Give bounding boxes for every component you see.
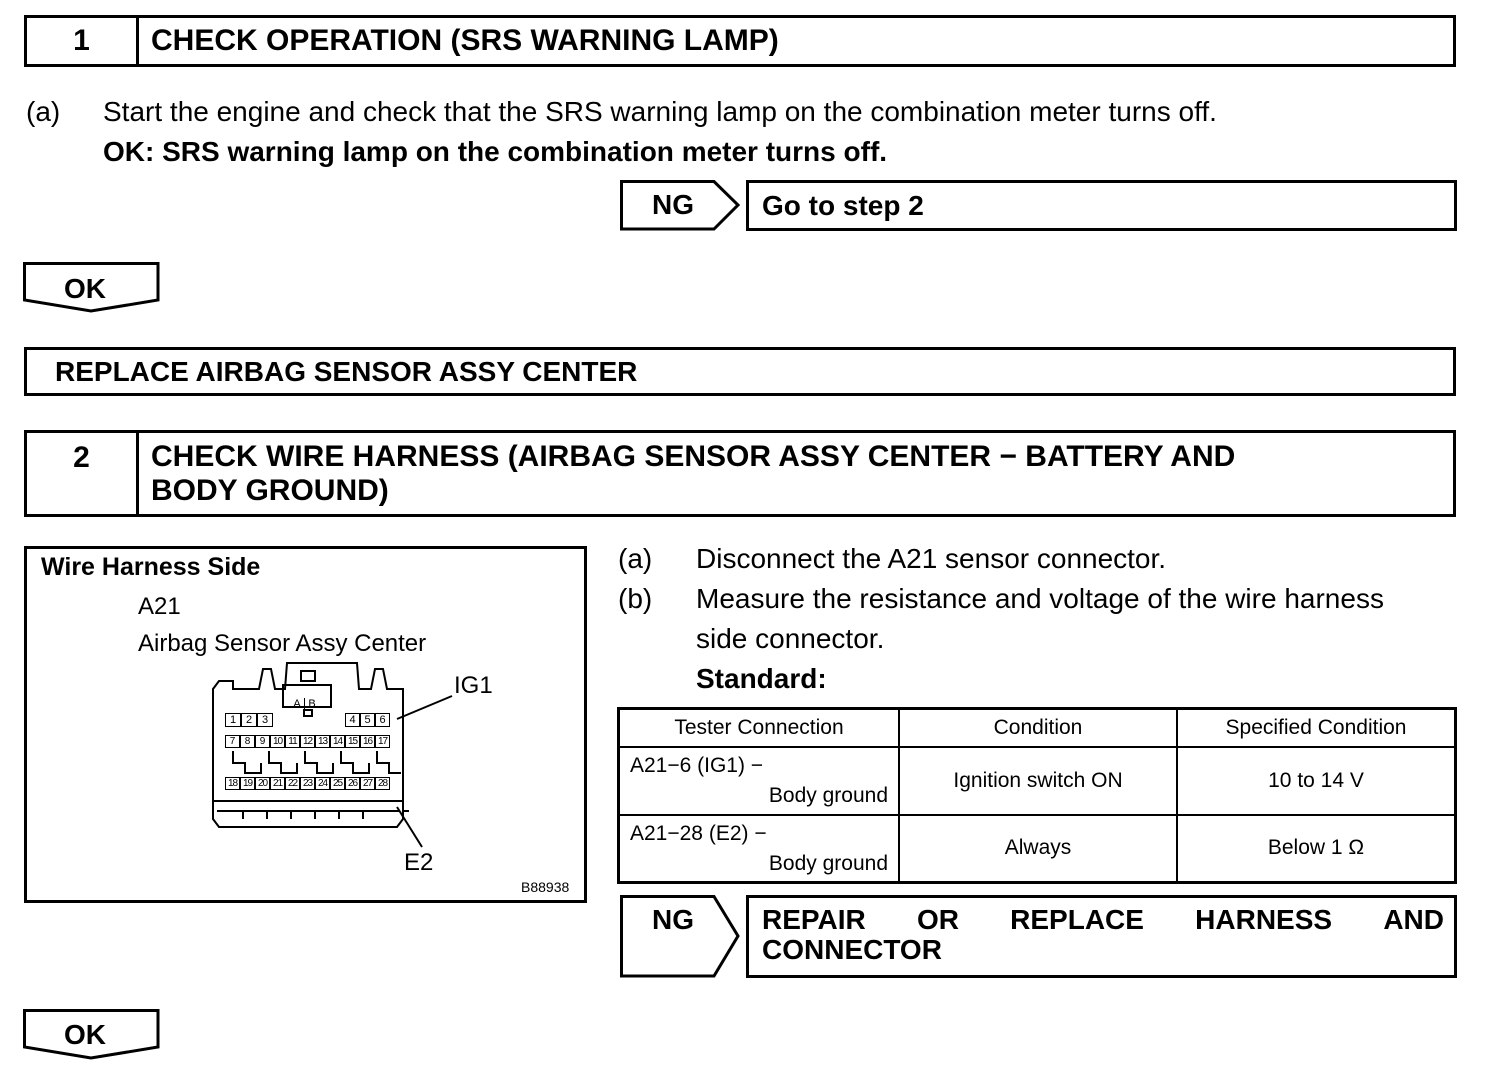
header-tester-connection: Tester Connection [619,709,900,747]
connector-id: A21 [138,593,181,620]
ng-word-harness: HARNESS [1195,904,1333,935]
pin-16: 16 [360,735,375,748]
step-2-ng-action-line-2: CONNECTOR [762,934,942,965]
pin-row-middle [225,735,390,748]
step-2-title-line-1: CHECK WIRE HARNESS (AIRBAG SENSOR ASSY CENTER − BATTERY AND [151,440,1236,473]
step-1-ok-label: OK [64,273,106,304]
ng-word-replace: REPLACE [1010,904,1144,935]
connector-figure [24,546,587,903]
pin-5: 5 [360,713,375,727]
step-1-item-a-text: Start the engine and check that the SRS warning lamp on the combination meter turns off. [103,96,1217,127]
pin-12: 12 [300,735,315,748]
figure-heading: Wire Harness Side [41,553,261,581]
step-2-item-b-line-1: Measure the resistance and voltage of the wire harness [696,583,1384,614]
step-2-item-b-label: (b) [618,583,653,614]
step-2-header [24,430,1456,517]
pin-row-top-right [345,713,390,727]
step-1-ok-criterion: OK: SRS warning lamp on the combination meter turns off. [103,136,888,167]
ng-word-repair: REPAIR [762,904,866,935]
step-1-result: REPLACE AIRBAG SENSOR ASSY CENTER [55,356,638,387]
latch-letter-b: B [304,698,319,710]
step-1-result-box [24,347,1456,396]
ng-word-and: AND [1383,904,1444,935]
pin-26: 26 [345,777,360,790]
spec-table-header [619,709,1456,747]
pin-19: 19 [240,777,255,790]
table-row [619,815,1456,883]
pin-14: 14 [330,735,345,748]
step-2-item-a-label: (a) [618,543,653,574]
pin-21: 21 [270,777,285,790]
step-2-ng-action-line-1 [762,904,1444,936]
step-2-ng-action-box [746,895,1457,978]
pin-15: 15 [345,735,360,748]
step-1-number: 1 [27,18,139,64]
table-row [619,747,1456,815]
row-2-connection-line-2: Body ground [768,851,888,875]
pin-7: 7 [225,735,240,748]
step-2-title-line-2: BODY GROUND) [151,474,389,507]
row-1-condition: Ignition switch ON [899,747,1177,815]
pin-row-bottom [225,777,390,790]
pin-10: 10 [270,735,285,748]
row-2-connection-line-1: A21−28 (E2) − [630,821,767,845]
pin-3: 3 [257,713,273,727]
pin-24: 24 [315,777,330,790]
pin-13: 13 [315,735,330,748]
pin-17: 17 [375,735,390,748]
figure-code: B88938 [521,879,570,895]
step-2-number: 2 [27,433,139,514]
pin-20: 20 [255,777,270,790]
pin-27: 27 [360,777,375,790]
pin-18: 18 [225,777,240,790]
pin-1: 1 [225,713,241,727]
pin-25: 25 [330,777,345,790]
row-1-connection-line-1: A21−6 (IG1) − [630,753,764,777]
ng-word-or: OR [916,904,959,935]
pin-22: 22 [285,777,300,790]
row-2-connection [619,815,900,883]
step-2-ng-label: NG [652,904,694,935]
connector-name: Airbag Sensor Assy Center [138,630,427,657]
pin-23: 23 [300,777,315,790]
step-1-title: CHECK OPERATION (SRS WARNING LAMP) [151,24,779,57]
ig1-label: IG1 [454,672,493,699]
step-1-ng-label: NG [652,189,694,220]
step-2-ok-label: OK [64,1019,106,1050]
step-1-ng-action: Go to step 2 [762,190,924,221]
pin-28: 28 [375,777,390,790]
pin-6: 6 [375,713,390,727]
row-2-spec: Below 1 Ω [1177,815,1456,883]
pin-9: 9 [255,735,270,748]
row-2-condition: Always [899,815,1177,883]
pin-2: 2 [241,713,257,727]
e2-label: E2 [404,849,434,876]
header-specified-condition: Specified Condition [1177,709,1456,747]
step-2-item-a-text: Disconnect the A21 sensor connector. [696,543,1167,574]
latch-letters [290,698,319,710]
pin-8: 8 [240,735,255,748]
step-1-ng-action-box [746,180,1457,231]
row-1-connection-line-2: Body ground [768,783,888,807]
row-1-spec: 10 to 14 V [1177,747,1456,815]
latch-letter-a: A [293,698,301,710]
step-2-item-b-line-2: side connector. [696,623,885,654]
header-condition: Condition [899,709,1177,747]
step-1-header [24,15,1456,67]
pin-row-top-left [225,713,273,727]
pin-11: 11 [285,735,300,748]
row-1-connection [619,747,900,815]
standard-label: Standard: [696,663,827,694]
step-1-item-a-label: (a) [26,96,61,127]
pin-4: 4 [345,713,360,727]
spec-table [617,707,1457,884]
